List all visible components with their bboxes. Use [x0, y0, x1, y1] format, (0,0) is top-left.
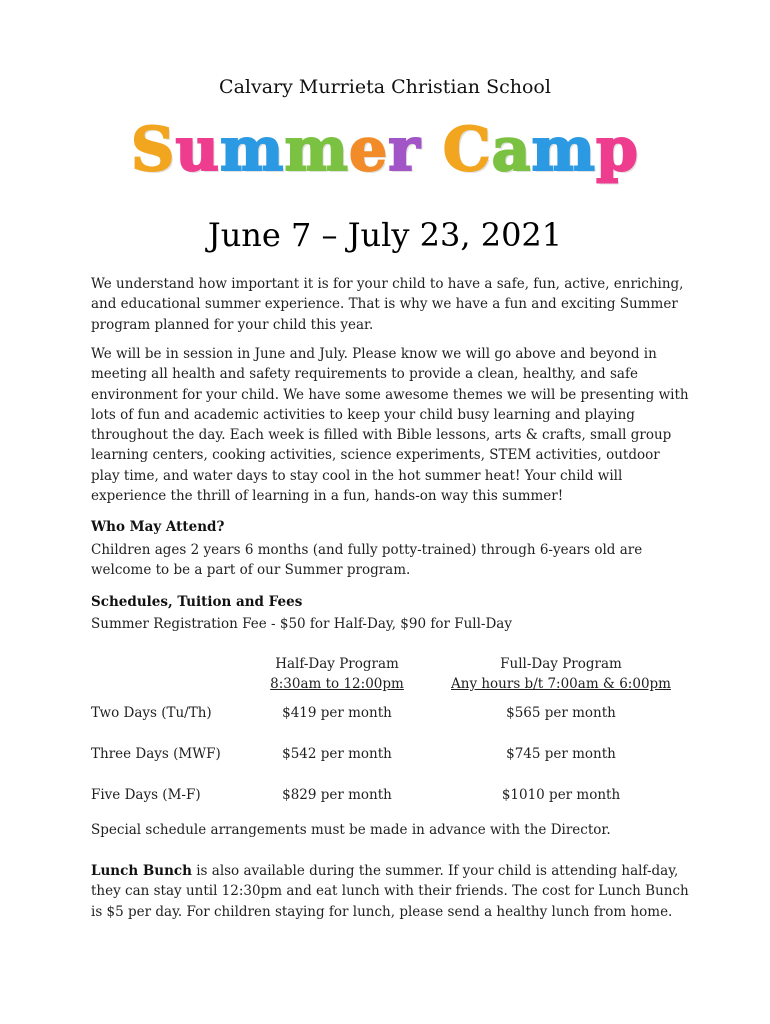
session-paragraph: We will be in session in June and July. Please know we will go above and beyond in meeting all health and safety requirements to provide a clean, healthy, and safe environment for your child. We have some awesome themes we will be presenting with lots of fun and academic activities to keep your child busy learning and playing throughout the day. Each week is filled with Bible lessons, arts & crafts, small group learning centers, cooking activities, science experiments, STEM activities, outdoor play time, and water days to stay cool in the hot summer heat! Your child will experience the thrill of learning in a fun, hands-on way this summer!: [91, 346, 689, 505]
lunch-bunch-text: is also available during the summer. If your child is attending half-day, they can stay until 12:30pm and eat lunch with their friends. The cost for Lunch Bunch is $5 per day. For children staying for lunch, please send a healthy lunch from home.: [91, 863, 689, 920]
half-day-price: $542 per month: [282, 746, 392, 762]
half-day-hours: 8:30am to 12:00pm: [270, 676, 404, 693]
heading-letter: m: [284, 115, 350, 185]
tuition-row-label: Two Days (Tu/Th): [91, 705, 212, 721]
who-may-attend-text: Children ages 2 years 6 months (and fully potty-trained) through 6-years old are welcome to be a part of our Summer program.: [91, 542, 643, 579]
full-day-price: $745 per month: [506, 746, 616, 762]
registration-fee: Summer Registration Fee - $50 for Half-Day, $90 for Full-Day: [91, 616, 512, 632]
tuition-row-label: Five Days (M-F): [91, 787, 201, 803]
half-day-column-header: [262, 654, 412, 695]
heading-letter: m: [220, 115, 285, 185]
heading-letter: r: [388, 115, 421, 185]
school-name: Calvary Murrieta Christian School: [219, 76, 551, 98]
heading-letter: p: [595, 115, 639, 185]
full-day-column-header: [446, 654, 676, 695]
full-day-hours: Any hours b/t 7:00am & 6:00pm: [451, 676, 671, 693]
heading-letter: e: [349, 115, 389, 185]
lunch-bunch-label: Lunch Bunch: [91, 863, 192, 879]
half-day-price: $419 per month: [282, 705, 392, 721]
who-may-attend-heading: Who May Attend?: [91, 519, 225, 535]
camp-dates: June 7 – July 23, 2021: [207, 216, 563, 254]
tuition-row-label: Three Days (MWF): [91, 746, 221, 762]
full-day-title: Full-Day Program: [500, 656, 622, 672]
summer-camp-heading: [0, 110, 770, 190]
intro-paragraph: We understand how important it is for your child to have a safe, fun, active, enriching, and educational summer experience. That is why we have a fun and exciting Summer program planned for your child this year.: [91, 276, 684, 333]
heading-letter: a: [491, 115, 532, 185]
heading-letter: C: [442, 115, 492, 185]
schedules-heading: Schedules, Tuition and Fees: [91, 594, 303, 610]
half-day-title: Half-Day Program: [275, 656, 399, 672]
lunch-bunch-paragraph: [91, 861, 691, 922]
special-schedule-note: Special schedule arrangements must be made in advance with the Director.: [91, 822, 611, 838]
heading-letter: u: [175, 115, 221, 185]
full-day-price: $565 per month: [506, 705, 616, 721]
heading-letter: S: [131, 115, 176, 185]
half-day-price: $829 per month: [282, 787, 392, 803]
heading-letter: m: [531, 115, 596, 185]
full-day-price: $1010 per month: [501, 787, 621, 803]
